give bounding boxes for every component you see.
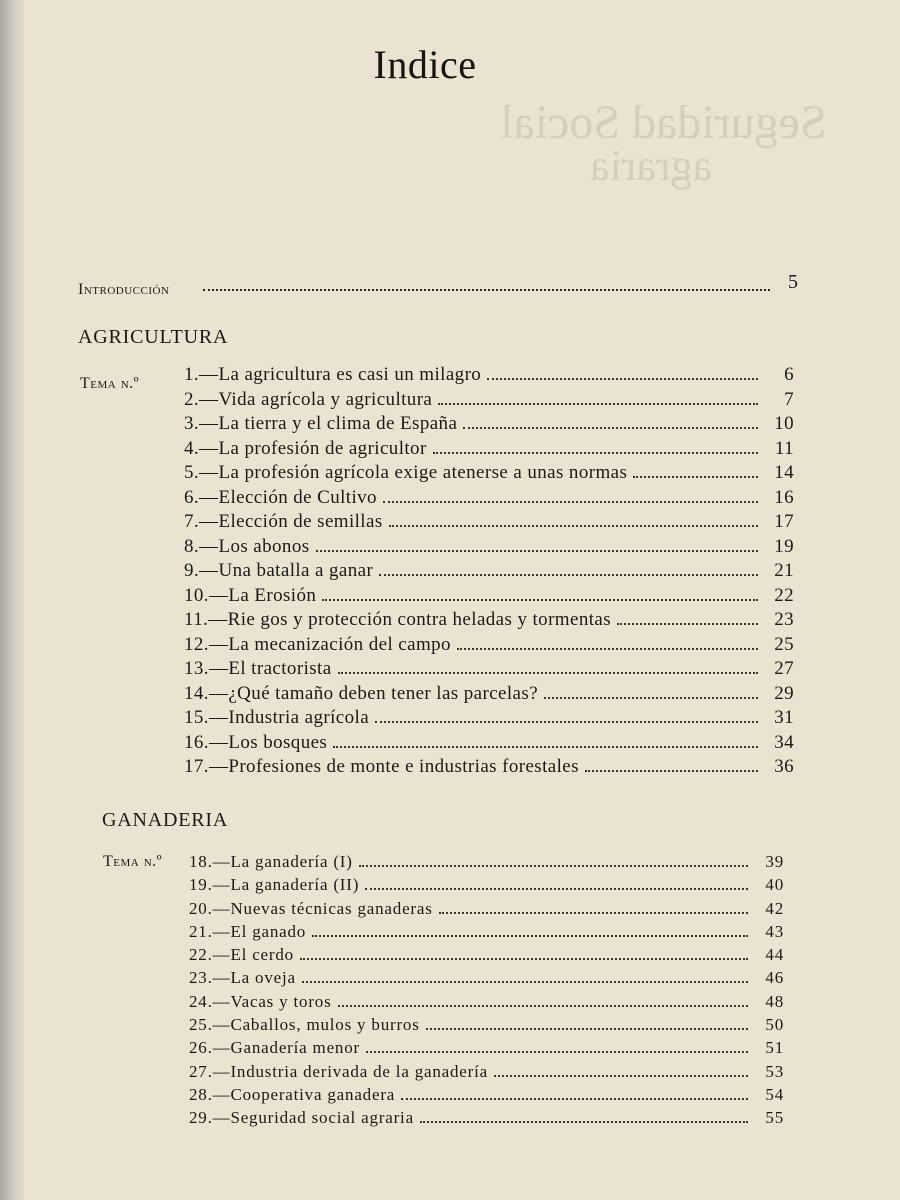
dot-leader [494, 1075, 748, 1077]
toc-entry [189, 922, 784, 945]
toc-entry-page: 14 [774, 462, 794, 483]
toc-entry-page: 40 [765, 875, 784, 895]
toc-entry-title: 24.—Vacas y toros [189, 991, 332, 1011]
toc-entry [184, 585, 794, 610]
toc-entry [189, 1015, 784, 1038]
toc-entry [184, 511, 794, 536]
dot-leader [322, 599, 758, 601]
dot-leader [463, 427, 758, 429]
toc-entry-title: 20.—Nuevas técnicas ganaderas [189, 898, 433, 918]
dot-leader [379, 574, 758, 576]
show-through-title: Seguridad Social [500, 96, 827, 149]
toc-entry [189, 852, 784, 875]
dot-leader [544, 697, 758, 699]
dot-leader [316, 550, 758, 552]
dot-leader [302, 981, 748, 983]
toc-entry [184, 413, 794, 438]
toc-entry-title: 22.—El cerdo [189, 945, 294, 965]
dot-leader [433, 452, 758, 454]
toc-entry [184, 487, 794, 512]
dot-leader [365, 888, 748, 890]
dot-leader [457, 648, 758, 650]
toc-entry-title: 25.—Caballos, mulos y burros [189, 1015, 420, 1035]
toc-entry [189, 899, 784, 922]
toc-entry-title: 27.—Industria derivada de la ganadería [189, 1061, 488, 1081]
toc-entry [184, 707, 794, 732]
toc-entry-title: 5.—La profesión agrícola exige atenerse a unas normas [184, 462, 628, 483]
toc-entry [184, 462, 794, 487]
dot-leader [366, 1051, 748, 1053]
toc-entry [189, 1062, 784, 1085]
introduction-page: 5 [788, 271, 798, 293]
toc-entry-title: 15.—Industria agrícola [184, 707, 370, 728]
dot-leader [375, 721, 758, 723]
toc-entry-page: 22 [774, 584, 794, 606]
section-heading-ganaderia: GANADERIA [102, 809, 229, 831]
toc-entry-page: 23 [774, 609, 794, 630]
toc-entry [189, 1038, 784, 1061]
dot-leader [359, 865, 748, 867]
toc-entry [184, 732, 794, 757]
toc-entry [189, 945, 784, 968]
toc-entry-page: 51 [765, 1038, 784, 1058]
dot-leader [633, 476, 758, 478]
toc-entry-page: 50 [765, 1015, 784, 1035]
toc-entry [184, 756, 794, 781]
dot-leader [338, 672, 758, 674]
toc-entry-title: 1.—La agricultura es casi un milagro [184, 364, 482, 385]
toc-entry [189, 968, 784, 991]
toc-entry-page: 16 [774, 486, 794, 508]
toc-entry-page: 42 [765, 898, 784, 918]
toc-entry-page: 6 [784, 364, 794, 385]
book-page-edge [0, 0, 24, 1200]
toc-entry-page: 7 [784, 388, 794, 410]
toc-entry-page: 43 [765, 921, 784, 941]
toc-entry-page: 29 [774, 682, 794, 704]
toc-entry [184, 683, 794, 708]
section-heading-agricultura: AGRICULTURA [78, 326, 229, 348]
toc-entry-title: 7.—Elección de semillas [184, 511, 383, 532]
toc-entry [189, 1085, 784, 1108]
ganaderia-entry-list [189, 852, 784, 1132]
toc-entry-title: 16.—Los bosques [184, 731, 328, 753]
agricultura-entry-list [184, 364, 794, 781]
toc-entry-page: 36 [774, 756, 794, 777]
dot-leader [426, 1028, 748, 1030]
dot-leader [333, 746, 758, 748]
dot-leader [312, 935, 748, 937]
toc-entry-page: 39 [765, 852, 784, 871]
toc-entry-title: 21.—El ganado [189, 921, 307, 941]
dot-leader [300, 958, 748, 960]
toc-entry-title: 4.—La profesión de agricultor [184, 437, 427, 459]
toc-entry-title: 9.—Una batalla a ganar [184, 560, 374, 581]
dot-leader [438, 403, 758, 405]
toc-entry-page: 48 [765, 991, 784, 1011]
introduction-entry [78, 271, 798, 303]
toc-entry-page: 17 [774, 511, 794, 532]
toc-entry-title: 28.—Cooperativa ganadera [189, 1084, 396, 1104]
dot-leader [401, 1098, 748, 1100]
toc-entry [189, 1108, 784, 1131]
toc-entry [184, 536, 794, 561]
toc-entry-title: 19.—La ganadería (II) [189, 875, 360, 895]
toc-entry-title: 10.—La Erosión [184, 584, 317, 606]
dot-leader [203, 289, 770, 291]
toc-entry-title: 2.—Vida agrícola y agricultura [184, 388, 433, 410]
dot-leader [383, 501, 758, 503]
show-through-subtitle: agraria [590, 141, 713, 190]
toc-entry-title: 12.—La mecanización del campo [184, 633, 451, 655]
toc-entry-page: 34 [774, 731, 794, 753]
toc-entry [184, 609, 794, 634]
dot-leader [487, 378, 758, 380]
toc-entry [189, 992, 784, 1015]
dot-leader [617, 623, 758, 625]
toc-entry-page: 25 [774, 633, 794, 655]
toc-entry-title: 6.—Elección de Cultivo [184, 486, 377, 508]
tema-label-agricultura: Tema n.º [80, 375, 140, 392]
toc-entry-title: 8.—Los abonos [184, 535, 310, 557]
toc-entry-page: 55 [765, 1108, 784, 1128]
toc-entry-page: 44 [765, 945, 784, 965]
toc-entry [184, 438, 794, 463]
toc-entry-page: 11 [774, 437, 794, 459]
toc-entry [184, 634, 794, 659]
toc-entry-title: 13.—El tractorista [184, 658, 332, 679]
toc-entry-page: 27 [774, 658, 794, 679]
page-title: Indice [373, 41, 477, 87]
toc-entry-title: 26.—Ganadería menor [189, 1038, 360, 1058]
toc-entry-title: 29.—Seguridad social agraria [189, 1108, 414, 1128]
toc-entry [189, 875, 784, 898]
dot-leader [420, 1121, 748, 1123]
toc-entry-page: 21 [774, 560, 794, 581]
toc-entry-page: 10 [774, 413, 794, 434]
toc-entry [184, 658, 794, 683]
tema-label-ganaderia: Tema n.º [103, 853, 163, 870]
introduction-label: Introducción [78, 281, 170, 298]
toc-entry [184, 364, 794, 389]
toc-entry-title: 11.—Rie gos y protección contra heladas y tormentas [184, 609, 612, 630]
toc-entry [184, 389, 794, 414]
toc-entry-title: 14.—¿Qué tamaño deben tener las parcelas? [184, 682, 539, 704]
dot-leader [585, 770, 758, 772]
toc-entry-page: 19 [774, 535, 794, 557]
toc-entry-title: 23.—La oveja [189, 968, 296, 988]
toc-entry [184, 560, 794, 585]
toc-entry-page: 31 [774, 707, 794, 728]
toc-entry-title: 3.—La tierra y el clima de España [184, 413, 458, 434]
toc-entry-page: 54 [765, 1084, 784, 1104]
toc-entry-page: 46 [765, 968, 784, 988]
toc-entry-title: 17.—Profesiones de monte e industrias forestales [184, 756, 579, 777]
dot-leader [389, 525, 758, 527]
toc-entry-page: 53 [765, 1061, 784, 1081]
toc-entry-title: 18.—La ganadería (I) [189, 852, 353, 871]
dot-leader [338, 1005, 749, 1007]
dot-leader [439, 912, 748, 914]
